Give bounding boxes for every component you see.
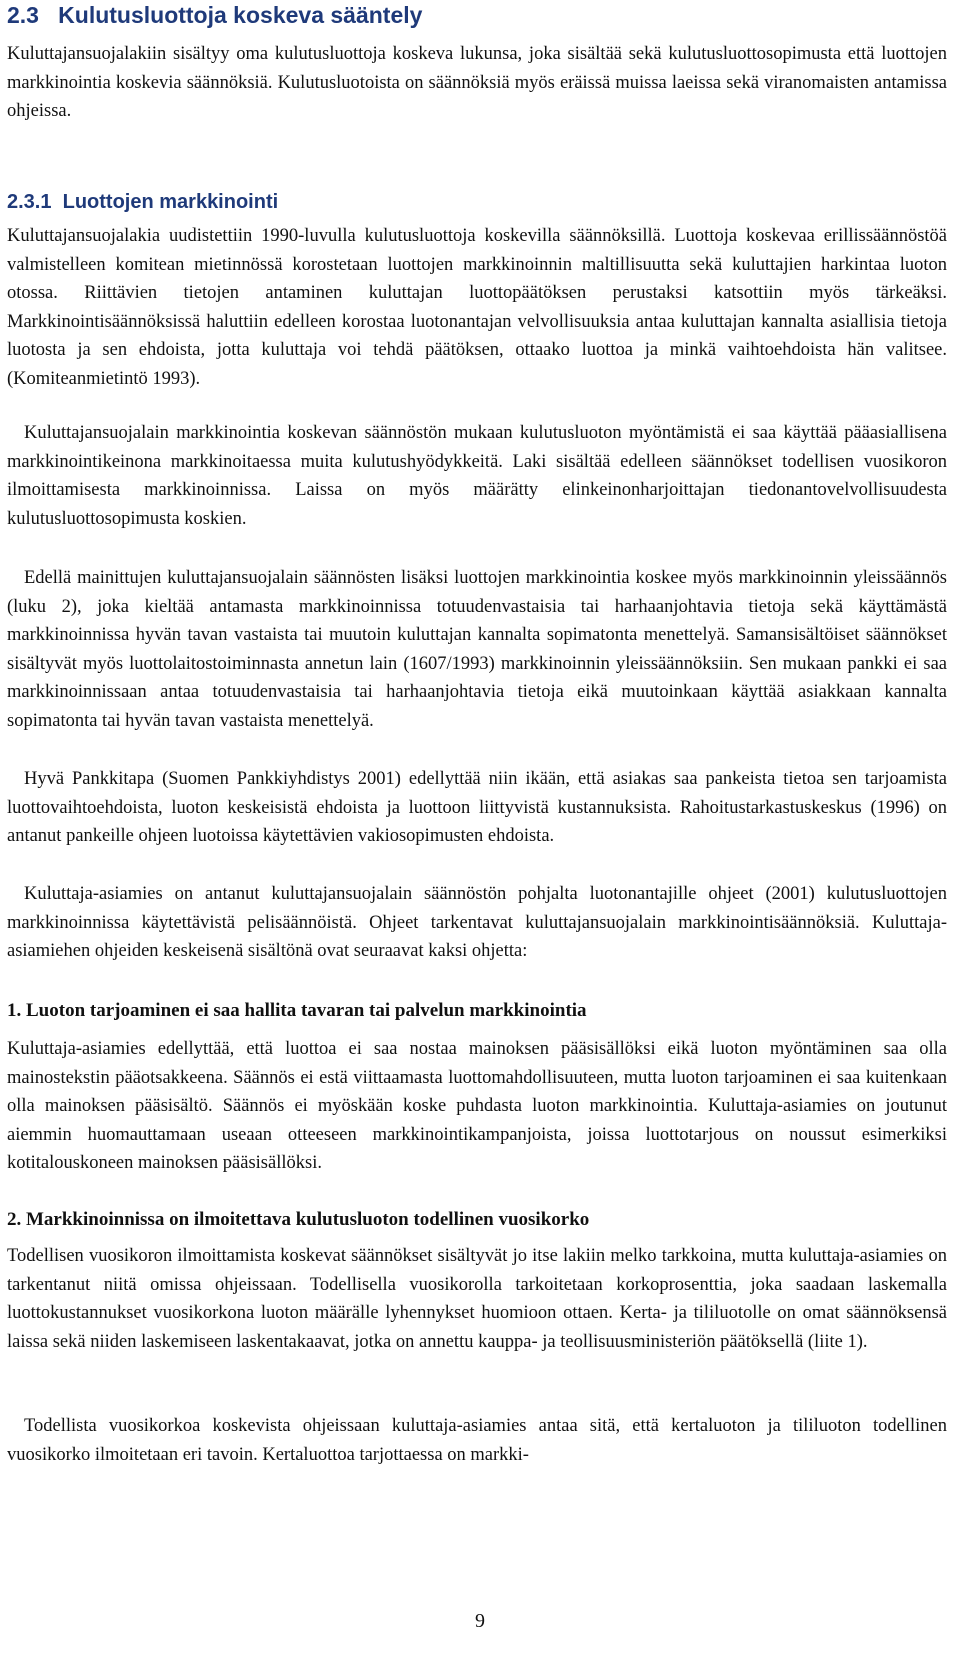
section-number: 2.3 bbox=[7, 2, 39, 28]
rule2-paragraph: Todellisen vuosikoron ilmoittamista koskevat säännökset sisältyvät jo itse lakiin melko tarkkoina, mutta kuluttaja-asiamies on tarkentanut niitä omissa ohjeissaan. Todellisella vuosikorolla tarkoitetaan korkoprosenttia, joka saadaan laskemalla luottokustannukset vuosikorkona luoton määrälle lyhennykset huomioon ottaen. Kerta- ja tililuotolle on omat säännöksensä laissa sekä niiden laskemiseen laskentakaavat, jotka on annettu kauppa- ja teollisuusministeriön päätöksellä (liite 1). bbox=[7, 1246, 947, 1352]
subsection-heading bbox=[7, 188, 278, 216]
paragraph-general-provision: Edellä mainittujen kuluttajansuojalain säännösten lisäksi luottojen markkinointia koskee myös markkinoinnin yleissäännös (luku 2), joka kieltää antamasta markkinoinnissa totuudenvastaisia tai harhaanjohtavia tietoja sekä käyttämästä markkinoinnissa hyvän tavan vastaista tai muutoin kuluttajan kannalta sopimatonta menettelyä. Samansisältöiset säännökset sisältyvät myös luottolaitostoiminnasta annetun lain (1607/1993) markkinoinnin yleissäännöksiin. Sen mukaan pankki ei saa markkinoinnissaan antaa totuudenvastaisia tai harhaanjohtavia tietoja eikä muutoinkaan käyttää asiakkaan kannalta sopimatonta tai hyvän tavan vastaista menettelyä. bbox=[7, 568, 947, 731]
section-title: Kulutusluottoja koskeva sääntely bbox=[58, 2, 423, 28]
rule1-heading: 1. Luoton tarjoaminen ei saa hallita tavaran tai palvelun markkinointia bbox=[7, 1000, 587, 1021]
page-number: 9 bbox=[475, 1610, 485, 1632]
section-intro-paragraph: Kuluttajansuojalakiin sisältyy oma kulutusluottoja koskeva lukunsa, joka sisältää sekä kulutusluottosopimusta että luottojen markkinointia koskevia säännöksiä. Kulutusluotoista on säännöksiä myös eräissä muissa laeissa sekä viranomaisten antamissa ohjeissa. bbox=[7, 44, 947, 122]
paragraph-law-reform: Kuluttajansuojalakia uudistettiin 1990-luvulla kulutusluottoja koskevilla säännöksillä. Luottoja koskevaa erillissäännöstöä valmistelleen komitean mietinnössä korostetaan luottojen markkinoinnin maltillisuutta sekä kuluttajien harkintaa luoton otossa. Riittävien tietojen antaminen kuluttajan luottopäätöksen perustaksi katsottiin myös tärkeäksi. Markkinointisäännöksissä haluttiin edelleen korostaa luotonantajan velvollisuuksia antaa kuluttajan kannalta asiallisia tietoja luotosta ja sen ehdoista, jotta kuluttaja voi tehdä päätöksen, ottaako luottoa ja minkä vaihtoehdoista hän valitsee. (Komiteanmietintö 1993). bbox=[7, 226, 947, 389]
paragraph-marketing-rules: Kuluttajansuojalain markkinointia koskevan säännöstön mukaan kulutusluoton myöntämistä ei saa käyttää pääasiallisena markkinointikeinona markkinoitaessa muita kulutushyödykkeitä. Laki sisältää edelleen säännökset todellisen vuosikoron ilmoittamisesta markkinoinnissa. Laissa on myös määrätty elinkeinonharjoittajan tiedonantovelvollisuudesta kulutusluottosopimusta koskien. bbox=[7, 423, 947, 529]
paragraph-ombudsman: Kuluttaja-asiamies on antanut kuluttajansuojalain säännöstön pohjalta luotonantajille ohjeet (2001) kulutusluottojen markkinoinnissa käytettävistä pelisäännöistä. Ohjeet tarkentavat kuluttajansuojalain markkinointisäännöksiä. Kuluttaja-asiamiehen ohjeiden keskeisenä sisältönä ovat seuraavat kaksi ohjetta: bbox=[7, 884, 947, 962]
subsection-number: 2.3.1 bbox=[7, 191, 52, 213]
final-paragraph: Todellista vuosikorkoa koskevista ohjeissaan kuluttaja-asiamies antaa sitä, että kertaluoton ja tililuoton todellinen vuosikorko ilmoitetaan eri tavoin. Kertaluottoa tarjottaessa on markki- bbox=[7, 1416, 947, 1465]
section-heading bbox=[7, 0, 422, 30]
rule2-heading: 2. Markkinoinnissa on ilmoitettava kulutusluoton todellinen vuosikorko bbox=[7, 1209, 590, 1230]
subsection-title: Luottojen markkinointi bbox=[62, 191, 279, 213]
paragraph-good-banking: Hyvä Pankkitapa (Suomen Pankkiyhdistys 2001) edellyttää niin ikään, että asiakas saa pankeista tietoa sen tarjoamista luottovaihtoehdoista, luoton keskeisistä ehdoista ja luottoon liittyvistä kustannuksista. Rahoitustarkastuskeskus (1996) on antanut pankeille ohjeen luotoissa käytettävien vakiosopimusten ehdoista. bbox=[7, 769, 947, 847]
rule1-paragraph: Kuluttaja-asiamies edellyttää, että luottoa ei saa nostaa mainoksen pääsisällöksi eikä luoton myöntäminen saa olla mainostekstin pääotsakkeena. Säännös ei estä viittaamasta luottomahdollisuuteen, mutta luoton tarjoaminen ei saa kuitenkaan olla mainoksen pääsisältö. Säännös ei myöskään koske puhdasta luoton markkinointia. Kuluttaja-asiamies on joutunut aiemmin huomauttamaan useaan otteeseen markkinointikampanjoista, joissa luottotarjous on noussut esimerkiksi kotitalouskoneen mainoksen pääsisällöksi. bbox=[7, 1039, 947, 1174]
